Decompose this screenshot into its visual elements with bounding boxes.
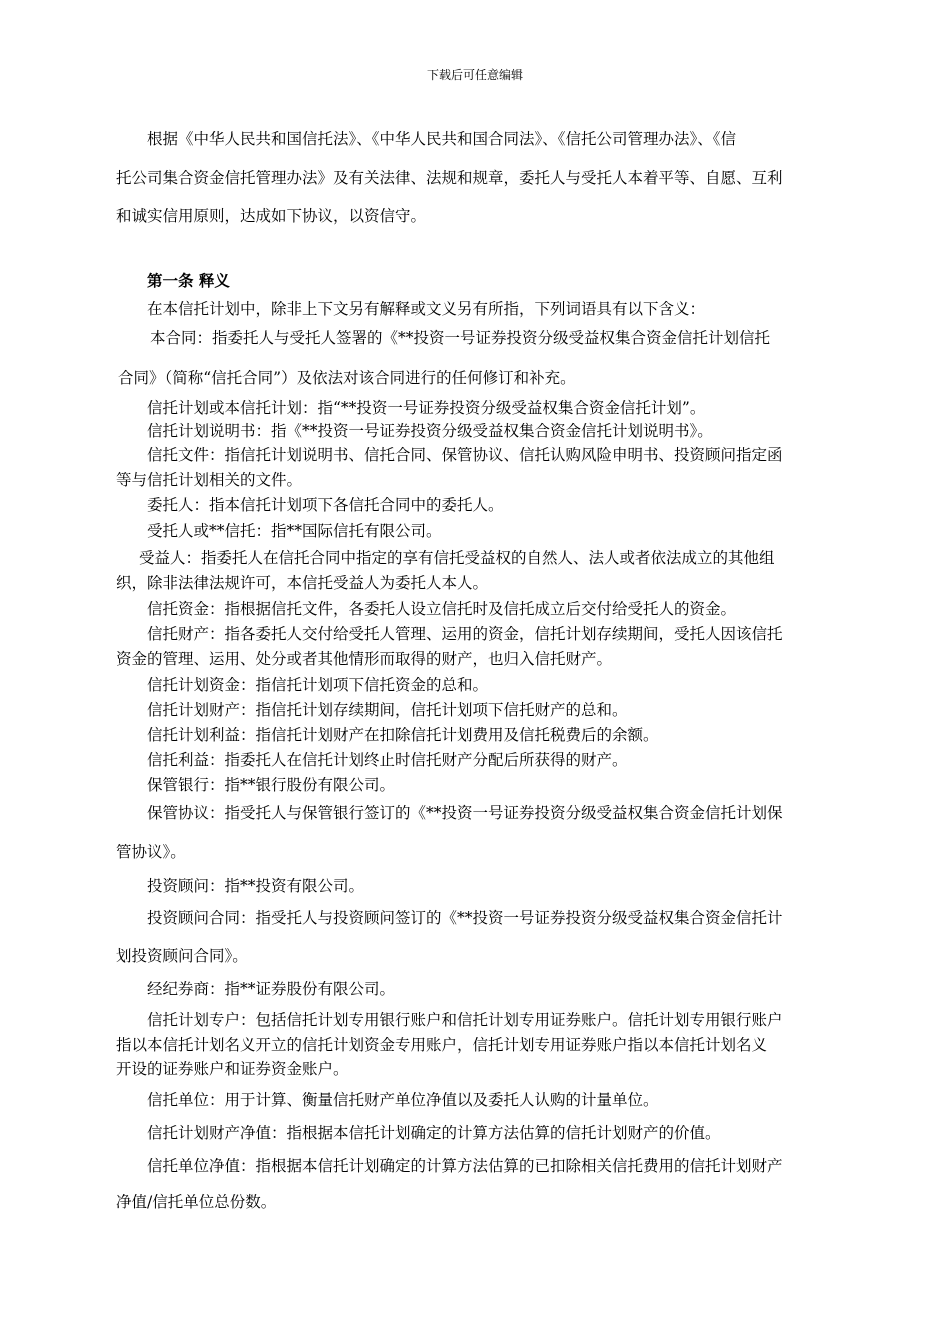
article-1-title: 第一条 释义: [147, 271, 230, 290]
def-broker: 经纪券商：指**证券股份有限公司。: [147, 980, 396, 998]
def-plan-accounts-line-3: 开设的证券账户和证券资金账户。: [116, 1060, 349, 1078]
def-trust-benefit: 信托利益：指委托人在信托计划终止时信托财产分配后所获得的财产。: [147, 751, 628, 769]
page-header: 下载后可任意编辑: [426, 68, 523, 82]
def-advisor-contract-line-2: 划投资顾问合同》。: [116, 947, 248, 965]
intro-line-3: 和诚实信用原则，达成如下协议，以资信守。: [116, 207, 427, 225]
intro-line-1: 根据《中华人民共和国信托法》、《中华人民共和国合同法》、《信托公司管理办法》、《信: [147, 130, 737, 148]
intro-line-2: 托公司集合资金信托管理办法》及有关法律、法规和规章，委托人与受托人本着平等、自愿、互利: [116, 169, 783, 187]
def-settlor: 委托人：指本信托计划项下各信托合同中的委托人。: [147, 496, 504, 514]
def-contract-line-1: 本合同：指委托人与受托人签署的《**投资一号证券投资分级受益权集合资金信托计划信托: [150, 329, 771, 347]
def-unit-net-value-line-2: 净值/信托单位总份数。: [116, 1193, 277, 1211]
def-plan-funds: 信托计划资金：指信托计划项下信托资金的总和。: [147, 676, 489, 694]
def-plan-accounts-line-2: 指以本信托计划名义开立的信托计划资金专用账户，信托计划专用证券账户指以本信托计划名义: [116, 1036, 768, 1054]
def-custodian-bank: 保管银行：指**银行股份有限公司。: [147, 776, 396, 794]
def-custody-agreement-line-2: 管协议》。: [116, 843, 186, 861]
def-beneficiary-line-1: 受益人：指委托人在信托合同中指定的享有信托受益权的自然人、法人或者依法成立的其他组: [139, 549, 775, 567]
article-1-lead: 在本信托计划中，除非上下文另有解释或文义另有所指，下列词语具有以下含义：: [147, 300, 706, 318]
def-contract-line-2: 合同》（简称“信托合同”）及依法对该合同进行的任何修订和补充。: [118, 369, 576, 387]
def-investment-advisor: 投资顾问：指**投资有限公司。: [147, 877, 365, 895]
def-plan-net-value: 信托计划财产净值：指根据本信托计划确定的计算方法估算的信托计划财产的价值。: [147, 1124, 721, 1142]
def-trust-funds: 信托资金：指根据信托文件，各委托人设立信托时及信托成立后交付给受托人的资金。: [147, 600, 737, 618]
def-trust-property-line-1: 信托财产：指各委托人交付给受托人管理、运用的资金，信托计划存续期间，受托人因该信托: [147, 625, 783, 643]
def-unit-net-value-line-1: 信托单位净值：指根据本信托计划确定的计算方法估算的已扣除相关信托费用的信托计划财产: [147, 1157, 783, 1175]
def-advisor-contract-line-1: 投资顾问合同：指受托人与投资顾问签订的《**投资一号证券投资分级受益权集合资金信托计: [147, 909, 783, 927]
def-trustee: 受托人或**信托：指**国际信托有限公司。: [147, 522, 442, 540]
def-trust-plan: 信托计划或本信托计划：指“**投资一号证券投资分级受益权集合资金信托计划”。: [147, 399, 706, 417]
def-plan-benefit: 信托计划利益：指信托计划财产在扣除信托计划费用及信托税费后的余额。: [147, 726, 659, 744]
def-beneficiary-line-2: 织，除非法律法规许可，本信托受益人为委托人本人。: [116, 574, 489, 592]
def-plan-prospectus: 信托计划说明书：指《**投资一号证券投资分级受益权集合资金信托计划说明书》。: [147, 422, 713, 440]
def-trust-unit: 信托单位：用于计算、衡量信托财产单位净值以及委托人认购的计量单位。: [147, 1091, 659, 1109]
def-trust-property-line-2: 资金的管理、运用、处分或者其他情形而取得的财产，也归入信托财产。: [116, 650, 613, 668]
def-plan-accounts-line-1: 信托计划专户：包括信托计划专用银行账户和信托计划专用证券账户。信托计划专用银行账户: [147, 1011, 783, 1029]
def-trust-documents-line-2: 等与信托计划相关的文件。: [116, 471, 303, 489]
def-trust-documents-line-1: 信托文件：指信托计划说明书、信托合同、保管协议、信托认购风险申明书、投资顾问指定函: [147, 446, 783, 464]
def-custody-agreement-line-1: 保管协议：指受托人与保管银行签订的《**投资一号证券投资分级受益权集合资金信托计划保: [147, 804, 783, 822]
def-plan-property: 信托计划财产：指信托计划存续期间，信托计划项下信托财产的总和。: [147, 701, 628, 719]
